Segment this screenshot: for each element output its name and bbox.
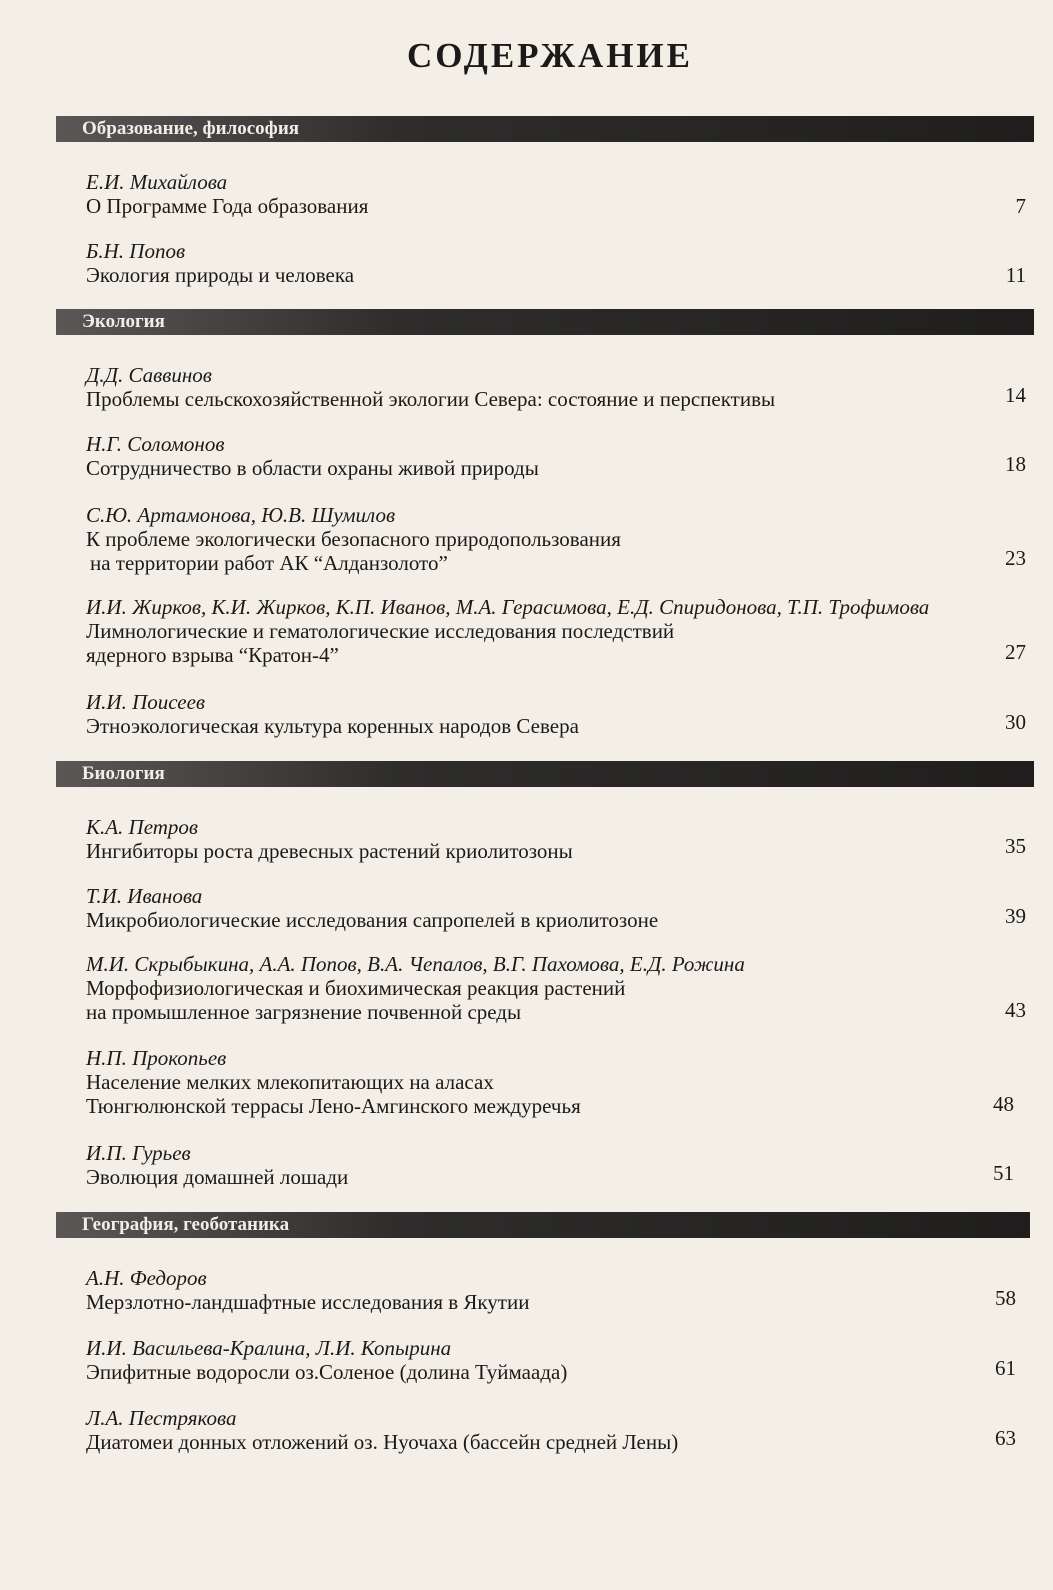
entry-author: Т.И. Иванова — [86, 884, 203, 908]
entry-title: Этноэкологическая культура коренных народов Севера — [86, 714, 579, 738]
entry-author: И.П. Гурьев — [86, 1141, 191, 1165]
entry-page-number: 14 — [1005, 383, 1026, 407]
section-title: Биология — [82, 763, 165, 784]
toc-entry[interactable] — [86, 952, 1026, 1024]
entry-page-number: 43 — [1005, 998, 1026, 1022]
toc-entry[interactable] — [86, 503, 1026, 575]
toc-entry[interactable] — [86, 595, 1026, 667]
entry-page-number: 51 — [993, 1161, 1014, 1185]
entry-author: Н.П. Прокопьев — [86, 1046, 227, 1070]
entry-title: Экология природы и человека — [86, 263, 355, 287]
entry-author: Л.А. Пестрякова — [86, 1406, 237, 1430]
section-header — [56, 309, 1034, 335]
entry-page-number: 63 — [995, 1426, 1016, 1450]
entry-author: Д.Д. Саввинов — [86, 363, 212, 387]
entry-author: М.И. Скрыбыкина, А.А. Попов, В.А. Чепалов, В.Г. Пахомова, Е.Д. Рожина — [86, 952, 745, 976]
section-header — [56, 116, 1034, 142]
entry-author: Е.И. Михайлова — [86, 170, 228, 194]
entry-title: Микробиологические исследования сапропелей в криолитозоне — [86, 908, 659, 932]
entry-page-number: 30 — [1005, 710, 1026, 734]
entry-author: И.И. Поисеев — [86, 690, 206, 714]
entry-page-number: 11 — [1005, 263, 1026, 287]
entry-title: на промышленное загрязнение почвенной среды — [86, 1000, 522, 1024]
toc-entry[interactable] — [86, 884, 1026, 932]
entry-title: Население мелких млекопитающих на аласах — [86, 1070, 494, 1094]
entry-page-number: 39 — [1005, 904, 1026, 928]
entry-title: Проблемы сельскохозяйственной экологии Севера: состояние и перспективы — [86, 387, 776, 411]
entry-title: Ингибиторы роста древесных растений криолитозоны — [86, 839, 573, 863]
toc-entry[interactable] — [86, 1266, 1026, 1314]
entry-page-number: 7 — [1015, 194, 1026, 218]
entry-author: К.А. Петров — [86, 815, 199, 839]
entry-author: И.И. Васильева-Кралина, Л.И. Копырина — [86, 1336, 452, 1360]
entry-title: Лимнологические и гематологические исследования последствий — [86, 619, 675, 643]
entry-title: О Программе Года образования — [86, 194, 369, 218]
entry-author: С.Ю. Артамонова, Ю.В. Шумилов — [86, 503, 396, 527]
entry-title: Морфофизиологическая и биохимическая реакция растений — [86, 976, 626, 1000]
entry-page-number: 61 — [995, 1356, 1016, 1380]
toc-entry[interactable] — [86, 1046, 1026, 1118]
entry-title: К проблеме экологически безопасного природопользования — [86, 527, 621, 551]
entry-author: А.Н. Федоров — [86, 1266, 207, 1290]
entry-title: Мерзлотно-ландшафтные исследования в Якутии — [86, 1290, 530, 1314]
page-title: СОДЕРЖАНИЕ — [406, 36, 693, 75]
toc-entry[interactable] — [86, 815, 1026, 863]
entry-page-number: 35 — [1005, 834, 1026, 858]
toc-entry[interactable] — [86, 432, 1026, 480]
section-title: Образование, философия — [82, 118, 300, 139]
entry-title: Диатомеи донных отложений оз. Нуочаха (бассейн средней Лены) — [86, 1430, 679, 1454]
toc-entry[interactable] — [86, 170, 1026, 218]
entry-title: Сотрудничество в области охраны живой природы — [86, 456, 539, 480]
entry-author: И.И. Жирков, К.И. Жирков, К.П. Иванов, М.А. Герасимова, Е.Д. Спиридонова, Т.П. Трофимова — [86, 595, 930, 619]
toc-entry[interactable] — [86, 363, 1026, 411]
toc-entry[interactable] — [86, 690, 1026, 738]
entry-title: Эпифитные водоросли оз.Соленое (долина Туймаада) — [86, 1360, 568, 1384]
toc-entry[interactable] — [86, 1141, 1026, 1189]
section-title: Экология — [82, 311, 165, 332]
section-header — [56, 1212, 1030, 1238]
toc-entry[interactable] — [86, 239, 1026, 287]
entry-title: Эволюция домашней лошади — [86, 1165, 349, 1189]
entry-page-number: 58 — [995, 1286, 1016, 1310]
entry-title: на территории работ АК “Алданзолото” — [90, 551, 448, 575]
section-header — [56, 761, 1034, 787]
toc-entry[interactable] — [86, 1336, 1026, 1384]
entry-title: ядерного взрыва “Кратон-4” — [86, 643, 339, 667]
entry-page-number: 27 — [1005, 640, 1026, 664]
entry-page-number: 48 — [993, 1092, 1014, 1116]
entry-title: Тюнгюлюнской террасы Лено-Амгинского междуречья — [86, 1094, 581, 1118]
entry-page-number: 23 — [1005, 546, 1026, 570]
entry-author: Н.Г. Соломонов — [86, 432, 225, 456]
entry-page-number: 18 — [1005, 452, 1026, 476]
toc-entry[interactable] — [86, 1406, 1026, 1454]
entry-author: Б.Н. Попов — [86, 239, 186, 263]
section-title: География, геоботаника — [82, 1214, 290, 1235]
